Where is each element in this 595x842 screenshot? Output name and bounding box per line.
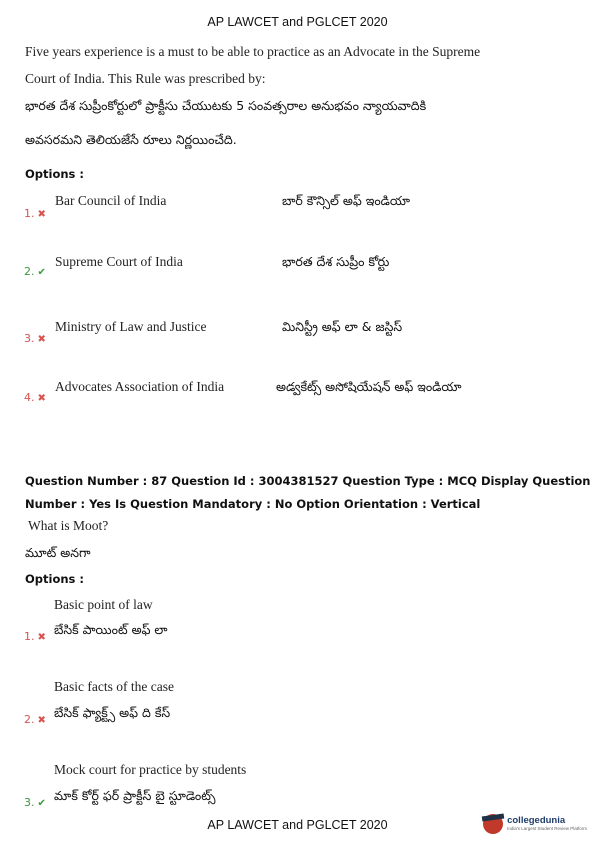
option-1-english: Bar Council of India — [55, 193, 167, 208]
q2-option-2-telugu: బేసిక్ ఫ్యాక్ట్స్ అఫ్ ది కేస్ — [54, 705, 171, 720]
logo-name: collegedunia — [507, 815, 566, 826]
q2-option-1-english: Basic point of law — [54, 597, 153, 612]
collegedunia-logo — [483, 814, 587, 834]
q2-option-2-english: Basic facts of the case — [54, 679, 174, 694]
question-meta-line-1: Question Number : 87 Question Id : 3004381527 Question Type : MCQ Display Question — [25, 474, 591, 488]
option-3-number: 3. ✖ — [24, 332, 46, 345]
option-2-english: Supreme Court of India — [55, 254, 183, 269]
option-2-number: 2. ✔ — [24, 265, 46, 278]
question-text-line-2: Court of India. This Rule was prescribed by: — [25, 71, 266, 86]
wrong-icon: ✖ — [37, 393, 46, 404]
option-4-telugu: అడ్వకేట్స్ అసోషియేషన్ అఫ్ ఇండియా — [276, 379, 462, 394]
question-telugu-line-2: అవసరమని తెలియజేసే రూలు నిర్ణయించేది. — [25, 132, 237, 147]
option-4-number: 4. ✖ — [24, 391, 46, 404]
option-1-telugu: బార్ కౌన్సిల్ అఫ్ ఇండియా — [282, 193, 411, 208]
question-meta-line-2: Number : Yes Is Question Mandatory : No Option Orientation : Vertical — [25, 497, 481, 511]
options-label-2: Options : — [25, 572, 84, 586]
option-2-telugu: భారత దేశ సుప్రీం కోర్టు — [282, 254, 390, 269]
option-1-number: 1. ✖ — [24, 207, 46, 220]
wrong-icon: ✖ — [37, 715, 46, 726]
options-label: Options : — [25, 167, 84, 181]
logo-tagline: India's Largest Student Review Platform — [507, 826, 587, 831]
question-text-line-1: Five years experience is a must to be able to practice as an Advocate in the Supreme — [25, 44, 481, 59]
graduate-icon — [483, 814, 503, 834]
wrong-icon: ✖ — [37, 632, 46, 643]
option-3-telugu: మినిస్ట్రీ అఫ్ లా & జస్టిస్ — [282, 319, 403, 334]
q2-option-1-number: 1. ✖ — [24, 630, 46, 643]
page-footer: AP LAWCET and PGLCET 2020 — [207, 818, 388, 832]
q2-option-3-telugu: మాక్ కోర్ట్ ఫర్ ప్రాక్టీస్ బై స్టూడెంట్స్ — [54, 788, 216, 803]
option-3-english: Ministry of Law and Justice — [55, 319, 207, 334]
page-header: AP LAWCET and PGLCET 2020 — [207, 15, 388, 29]
q2-option-3-number: 3. ✔ — [24, 796, 46, 809]
question-2-telugu: మూట్ అనగా — [25, 545, 91, 560]
wrong-icon: ✖ — [37, 209, 46, 220]
check-icon: ✔ — [37, 267, 46, 278]
question-telugu-line-1: భారత దేశ సుప్రీంకోర్టులో ప్రాక్టీసు చేయుటకు 5 సంవత్సరాల అనుభవం న్యాయవాదికి — [25, 98, 427, 113]
check-icon: ✔ — [37, 798, 46, 809]
question-2-text: What is Moot? — [28, 518, 109, 533]
q2-option-3-english: Mock court for practice by students — [54, 762, 247, 777]
q2-option-2-number: 2. ✖ — [24, 713, 46, 726]
option-4-english: Advocates Association of India — [55, 379, 225, 394]
wrong-icon: ✖ — [37, 334, 46, 345]
q2-option-1-telugu: బేసిక్ పాయింట్ అఫ్ లా — [54, 622, 168, 637]
